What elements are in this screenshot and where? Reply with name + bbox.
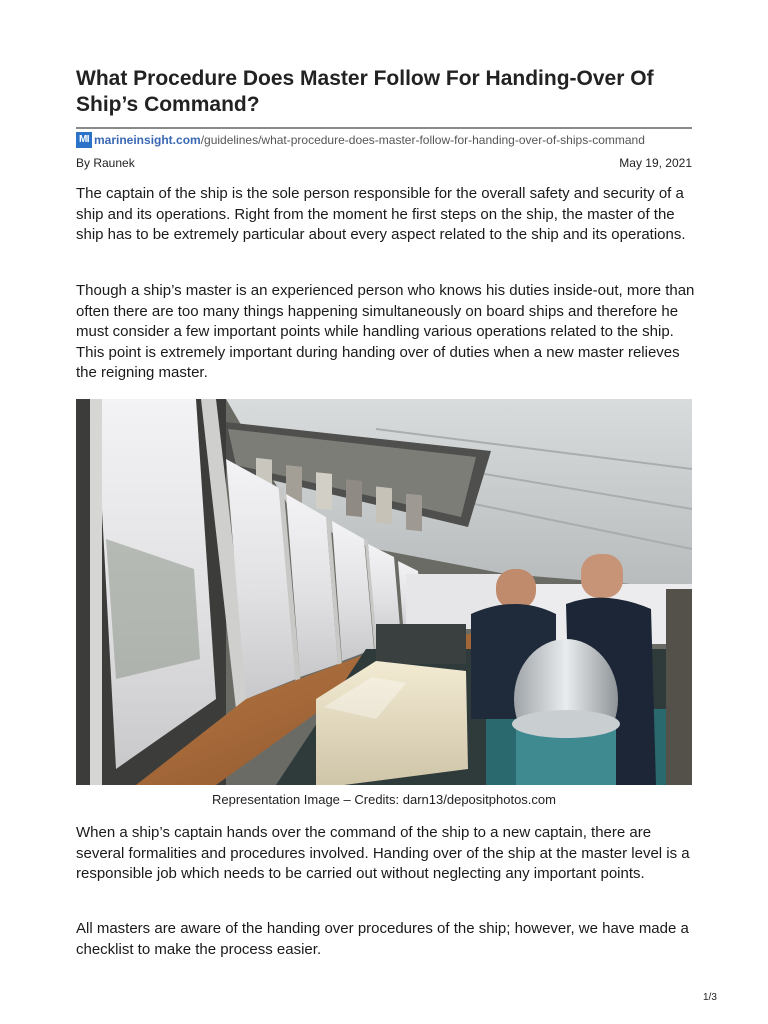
source-url[interactable] (94, 133, 645, 147)
ship-bridge-photo (76, 399, 692, 785)
body-paragraph: When a ship’s captain hands over the command of the ship to a new captain, there are several formalities and procedures involved. Handing over of the ship at the master level is a responsible job which needs to be carried out without neglecting any important points. (76, 824, 690, 882)
source-path[interactable]: /guidelines/what-procedure-does-master-follow-for-handing-over-of-ships-command (200, 133, 645, 147)
body-paragraph: All masters are aware of the handing over procedures of the ship; however, we have made a checklist to make the process easier. (76, 920, 689, 958)
marineinsight-logo-icon: MI (76, 132, 92, 148)
source-link[interactable] (76, 131, 692, 149)
author-byline: By Raunek (76, 156, 135, 170)
page-number: 1/3 (703, 992, 717, 1003)
source-domain[interactable]: marineinsight.com (94, 133, 201, 147)
publish-date: May 19, 2021 (619, 156, 692, 170)
body-paragraph: Though a ship’s master is an experienced person who knows his duties inside-out, more than often there are too many things happening simultaneously on board ships and therefore he must consider a few important points while handling various operations related to the ship. This point is extremely important during handing over of duties when a new master relieves the reigning master. (76, 282, 695, 381)
image-caption: Representation Image – Credits: darn13/depositphotos.com (212, 792, 556, 807)
intro-paragraph: The captain of the ship is the sole person responsible for the overall safety and security of a ship and its operations. Right from the moment he first steps on the ship, the master of the ship has to be extremely particular about every aspect related to the ship and its operations. (76, 185, 686, 243)
article-meta (76, 156, 692, 170)
title-divider (76, 127, 692, 129)
article-title: What Procedure Does Master Follow For Handing-Over Of Ship’s Command? (76, 67, 654, 116)
